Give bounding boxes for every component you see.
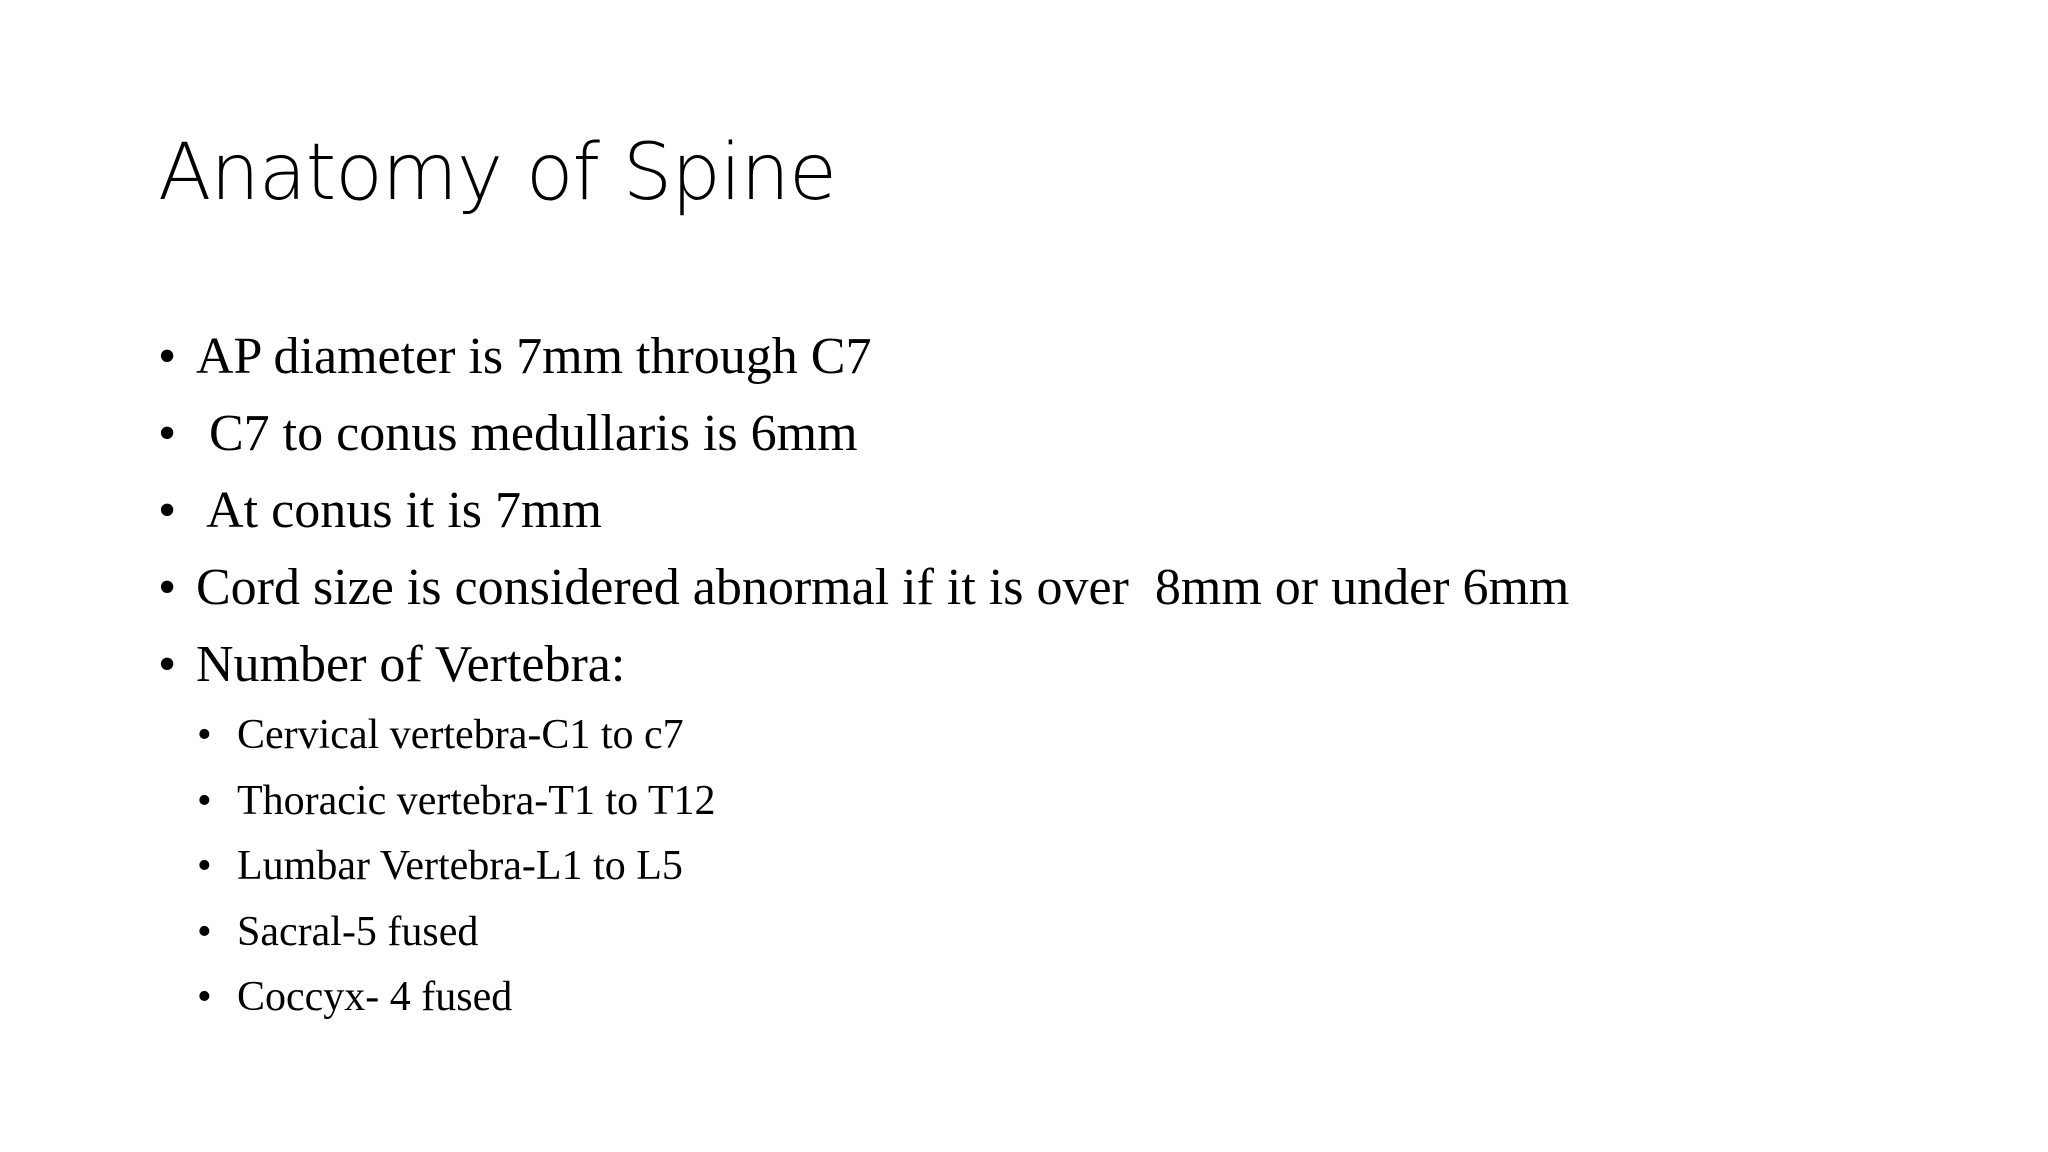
bullet-dot-icon: • xyxy=(197,908,212,955)
bullet-dot-icon: • xyxy=(158,636,177,693)
bullet-text: Number of Vertebra: xyxy=(196,636,626,693)
bullet-dot-icon: • xyxy=(158,405,177,462)
bullet-dot-icon: • xyxy=(197,712,212,758)
bullet-item-c7-to-conus xyxy=(158,395,1569,472)
sub-bullet-item-coccyx xyxy=(158,965,1569,1031)
bullet-dot-icon: • xyxy=(197,843,212,889)
bullet-dot-icon: • xyxy=(197,974,212,1020)
sub-bullet-text: Cervical vertebra-C1 to c7 xyxy=(237,712,684,758)
sub-bullet-text: Thoracic vertebra-T1 to T12 xyxy=(237,777,716,824)
bullet-text: At conus it is 7mm xyxy=(196,482,602,539)
sub-bullet-text: Coccyx- 4 fused xyxy=(237,974,513,1020)
bullet-dot-icon: • xyxy=(197,777,212,824)
bullet-text: C7 to conus medullaris is 6mm xyxy=(196,405,858,462)
sub-bullet-text: Sacral-5 fused xyxy=(237,908,479,955)
bullet-text: Cord size is considered abnormal if it is over 8mm or under 6mm xyxy=(196,559,1570,616)
bullet-dot-icon: • xyxy=(158,482,177,539)
sub-bullet-item-thoracic xyxy=(158,769,1569,835)
bullet-item-at-conus xyxy=(158,472,1569,549)
bullet-dot-icon: • xyxy=(158,328,177,385)
slide-title: Anatomy of Spine xyxy=(158,128,836,218)
bullet-item-number-of-vertebra xyxy=(158,626,1569,703)
sub-bullet-text: Lumbar Vertebra-L1 to L5 xyxy=(237,843,683,889)
bullet-item-cord-size xyxy=(158,549,1569,626)
sub-bullet-item-sacral xyxy=(158,900,1569,966)
bullet-item-ap-diameter xyxy=(158,318,1569,395)
sub-bullet-item-lumbar xyxy=(158,834,1569,900)
bullet-text: AP diameter is 7mm through C7 xyxy=(196,328,872,385)
bullet-dot-icon: • xyxy=(158,559,177,616)
bullet-list xyxy=(158,318,1569,1031)
sub-bullet-item-cervical xyxy=(158,703,1569,769)
